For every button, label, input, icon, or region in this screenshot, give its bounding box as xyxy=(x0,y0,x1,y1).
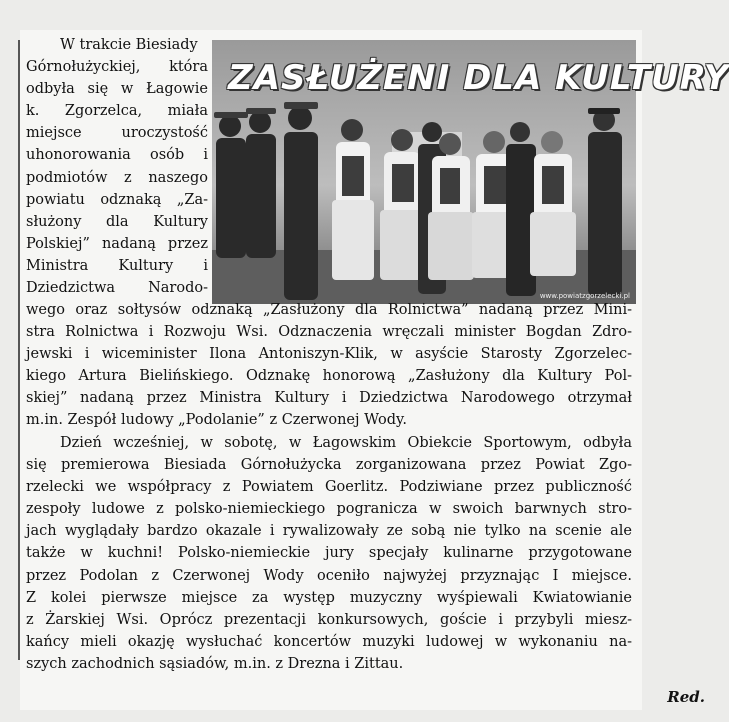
text-line: Z kolei pierwsze miejsce za występ muzyczny wyśpiewali Kwiatowianie xyxy=(26,589,632,606)
text-line: miejsce uroczystość xyxy=(26,125,208,142)
article-paragraph-2 xyxy=(26,432,632,675)
text-line: zespoły ludowe z polsko-niemieckiego pogranicza w swoich barwnych stro- xyxy=(26,501,632,518)
text-line: W trakcie Biesiady xyxy=(60,37,198,53)
text-line: przez Podolan z Czerwonej Wody oceniło najwyżej przyznając I miejsce. xyxy=(26,567,632,584)
photo-headline: ZASŁUŻENI DLA KULTURY xyxy=(228,58,729,98)
text-line: odbyła się w Łagowie xyxy=(26,81,208,98)
text-line: k. Zgorzelca, miała xyxy=(26,103,208,120)
text-line: szych zachodnich sąsiadów, m.in. z Drezna i Zittau. xyxy=(26,655,404,672)
text-line: Ministra Kultury i xyxy=(26,257,208,274)
text-line: także w kuchni! Polsko-niemieckie jury specjały kulinarne przygotowane xyxy=(26,545,632,562)
text-line: skiej” nadaną przez Ministra Kultury i Dziedzictwa Narodowego otrzymał xyxy=(26,390,632,407)
author-signature: Red. xyxy=(667,688,705,706)
text-line: się premierowa Biesiada Górnołużycka zorganizowana przez Powiat Zgo- xyxy=(26,457,632,474)
text-line: Górnołużyckiej, która xyxy=(26,59,208,76)
text-line: kańcy mieli okazję wysłuchać koncertów muzyki ludowej w wykonaniu na- xyxy=(26,633,632,650)
text-line: Dzień wcześniej, w sobotę, w Łagowskim Obiekcie Sportowym, odbyła xyxy=(60,435,632,451)
text-line: z Żarskiej Wsi. Oprócz prezentacji konkursowych, goście i przybyli miesz- xyxy=(26,611,632,628)
text-line: rzelecki we współpracy z Powiatem Goerlitz. Podziwiane przez publiczność xyxy=(26,479,632,496)
article-paragraph-1 xyxy=(26,299,632,432)
text-line: kiego Artura Bielińskiego. Odznakę honorową „Zasłużony dla Kultury Pol- xyxy=(26,368,632,385)
text-line: Polskiej” nadaną przez xyxy=(26,235,208,252)
column-rule xyxy=(18,40,20,660)
text-line: stra Rolnictwa i Rozwoju Wsi. Odznaczenia wręczali minister Bogdan Zdro- xyxy=(26,324,632,341)
text-line: służony dla Kultury xyxy=(26,213,208,230)
text-line: Dziedzictwa Narodo- xyxy=(26,280,208,297)
text-line: m.in. Zespół ludowy „Podolanie” z Czerwonej Wody. xyxy=(26,412,407,429)
article-intro-column xyxy=(26,34,208,299)
text-line: powiatu odznaką „Za- xyxy=(26,191,208,208)
text-line: wego oraz sołtysów odznaką „Zasłużony dla Rolnictwa” nadaną przez Mini- xyxy=(26,302,632,318)
text-line: jach wyglądały bardzo okazale i rywalizowały ze sobą nie tylko na scenie ale xyxy=(26,523,632,540)
photo-credit: www.powiatzgorzelecki.pl xyxy=(539,292,630,300)
group-photo xyxy=(212,40,729,304)
text-line: uhonorowania osób i xyxy=(26,147,208,164)
text-line: jewski i wiceminister Ilona Antoniszyn-Klik, w asyście Starosty Zgorzelec- xyxy=(26,346,632,363)
text-line: podmiotów z naszego xyxy=(26,169,208,186)
